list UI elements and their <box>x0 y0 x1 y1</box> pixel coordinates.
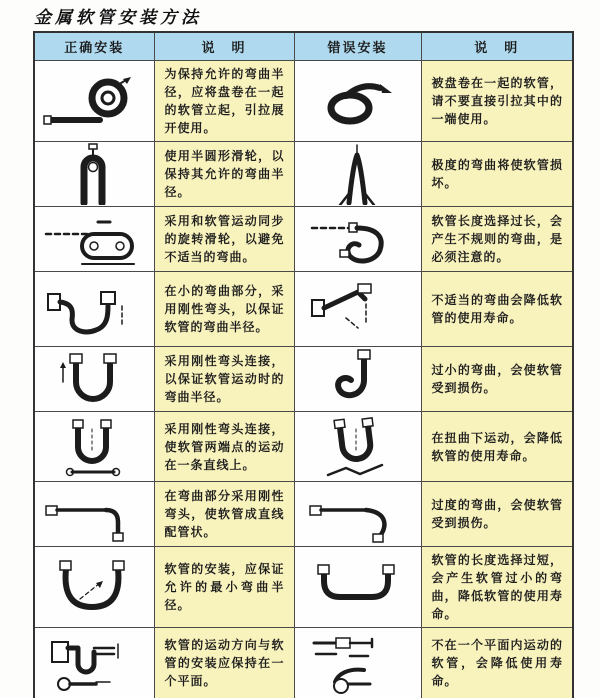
correct-installation-cell <box>34 412 154 482</box>
correct-installation-cell <box>34 628 154 698</box>
coiled-hose-pulled-icon <box>302 70 414 132</box>
correct-installation-cell <box>34 61 154 142</box>
u-loop-straight-track-icon <box>38 415 150 479</box>
table-row <box>34 412 573 482</box>
rigid-elbow-s-curve-icon <box>38 276 150 342</box>
wrong-installation-cell <box>294 142 421 207</box>
description-text: 软管的长度选择过短，会产生软管过小的弯曲，降低软管的使用寿命。 <box>431 553 563 621</box>
header-correct-installation: 正确安装 <box>34 32 154 61</box>
wrong-installation-cell <box>294 272 421 347</box>
minimum-bend-radius-u-icon <box>38 555 150 619</box>
description-text: 软管长度选择过长，会产生不规则的弯曲，是必须注意的。 <box>431 214 563 264</box>
description-text: 采用刚性弯头连接，以保证软管运动时的弯曲半径。 <box>164 354 285 404</box>
description-text: 软管的运动方向与软管的安装应保持在一个平面。 <box>164 638 285 689</box>
table-row <box>34 272 573 347</box>
wrong-description-cell <box>421 628 573 698</box>
wrong-description-cell <box>421 272 573 347</box>
correct-installation-cell <box>34 482 154 547</box>
correct-description-cell <box>154 412 294 482</box>
wrong-description-cell <box>421 412 573 482</box>
wrong-installation-cell <box>294 547 421 628</box>
correct-description-cell <box>154 142 294 207</box>
table-row <box>34 207 573 272</box>
correct-description-cell <box>154 61 294 142</box>
correct-installation-cell <box>34 142 154 207</box>
header-wrong-installation: 错误安装 <box>294 32 421 61</box>
description-text: 采用和软管运动同步的旋转滑轮，以避免不适当的弯曲。 <box>164 214 285 264</box>
page-title: 金属软管安装方法 <box>34 8 202 28</box>
description-text: 过度的弯曲，会使软管受到损伤。 <box>431 498 563 530</box>
twisted-u-loop-icon <box>302 415 414 479</box>
correct-installation-cell <box>34 547 154 628</box>
straight-run-rigid-elbow-icon <box>38 483 150 545</box>
table-row <box>34 142 573 207</box>
wrong-installation-cell <box>294 61 421 142</box>
installation-guide-table <box>33 31 574 698</box>
out-of-plane-motion-icon <box>302 630 414 696</box>
correct-description-cell <box>154 482 294 547</box>
description-text: 采用刚性弯头连接，使软管两端点的运动在一条直线上。 <box>164 421 285 472</box>
wrong-description-cell <box>421 142 573 207</box>
header-description-right: 说 明 <box>421 32 573 61</box>
description-text: 不在一个平面内运动的软管，会降低使用寿命。 <box>431 638 563 689</box>
correct-description-cell <box>154 272 294 347</box>
wrong-description-cell <box>421 61 573 142</box>
description-text: 过小的弯曲，会使软管受到损伤。 <box>431 363 563 395</box>
description-text: 不适当的弯曲会降低软管的使用寿命。 <box>431 293 563 325</box>
tight-hook-bend-icon <box>302 348 414 410</box>
in-plane-trap-loop-icon <box>38 630 150 696</box>
header-description-left: 说 明 <box>154 32 294 61</box>
correct-description-cell <box>154 547 294 628</box>
correct-description-cell <box>154 207 294 272</box>
wrong-description-cell <box>421 207 573 272</box>
sharp-kink-joint-icon <box>302 276 414 342</box>
description-text: 被盘卷在一起的软管，请不要直接引拉其中的一端使用。 <box>431 76 563 126</box>
wrong-installation-cell <box>294 628 421 698</box>
header-row <box>34 32 573 61</box>
over-bent-corner-icon <box>302 483 414 545</box>
wrong-description-cell <box>421 482 573 547</box>
table-row <box>34 547 573 628</box>
sharp-bend-hang-icon <box>302 143 414 205</box>
u-loop-elbow-ends-icon <box>38 348 150 410</box>
wrong-description-cell <box>421 547 573 628</box>
wrong-installation-cell <box>294 347 421 412</box>
description-text: 在小的弯曲部分，采用刚性弯头，以保证软管的弯曲半径。 <box>164 284 285 334</box>
table-row <box>34 482 573 547</box>
coiled-hose-standing-icon <box>38 70 150 132</box>
table-row <box>34 347 573 412</box>
irregular-loop-icon <box>302 208 414 270</box>
stretched-flat-u-icon <box>302 555 414 619</box>
correct-description-cell <box>154 347 294 412</box>
wrong-description-cell <box>421 347 573 412</box>
correct-installation-cell <box>34 207 154 272</box>
description-text: 在弯曲部分采用刚性弯头，使软管成直线配管状。 <box>164 489 285 539</box>
wrong-installation-cell <box>294 207 421 272</box>
description-text: 为保持允许的弯曲半径，应将盘卷在一起的软管立起，引拉展开使用。 <box>164 67 285 135</box>
hose-over-pulley-icon <box>38 143 150 205</box>
description-text: 软管的安装，应保证允许的最小弯曲半径。 <box>164 562 285 612</box>
wrong-installation-cell <box>294 412 421 482</box>
correct-installation-cell <box>34 272 154 347</box>
description-text: 极度的弯曲将使软管损坏。 <box>431 158 563 190</box>
description-text: 使用半圆形滑轮，以保持其允许的弯曲半径。 <box>164 149 285 199</box>
correct-installation-cell <box>34 347 154 412</box>
description-text: 在扭曲下运动，会降低软管的使用寿命。 <box>431 430 563 463</box>
rotating-pulleys-icon <box>38 208 150 270</box>
table-row <box>34 628 573 698</box>
wrong-installation-cell <box>294 482 421 547</box>
table-row <box>34 61 573 142</box>
correct-description-cell <box>154 628 294 698</box>
